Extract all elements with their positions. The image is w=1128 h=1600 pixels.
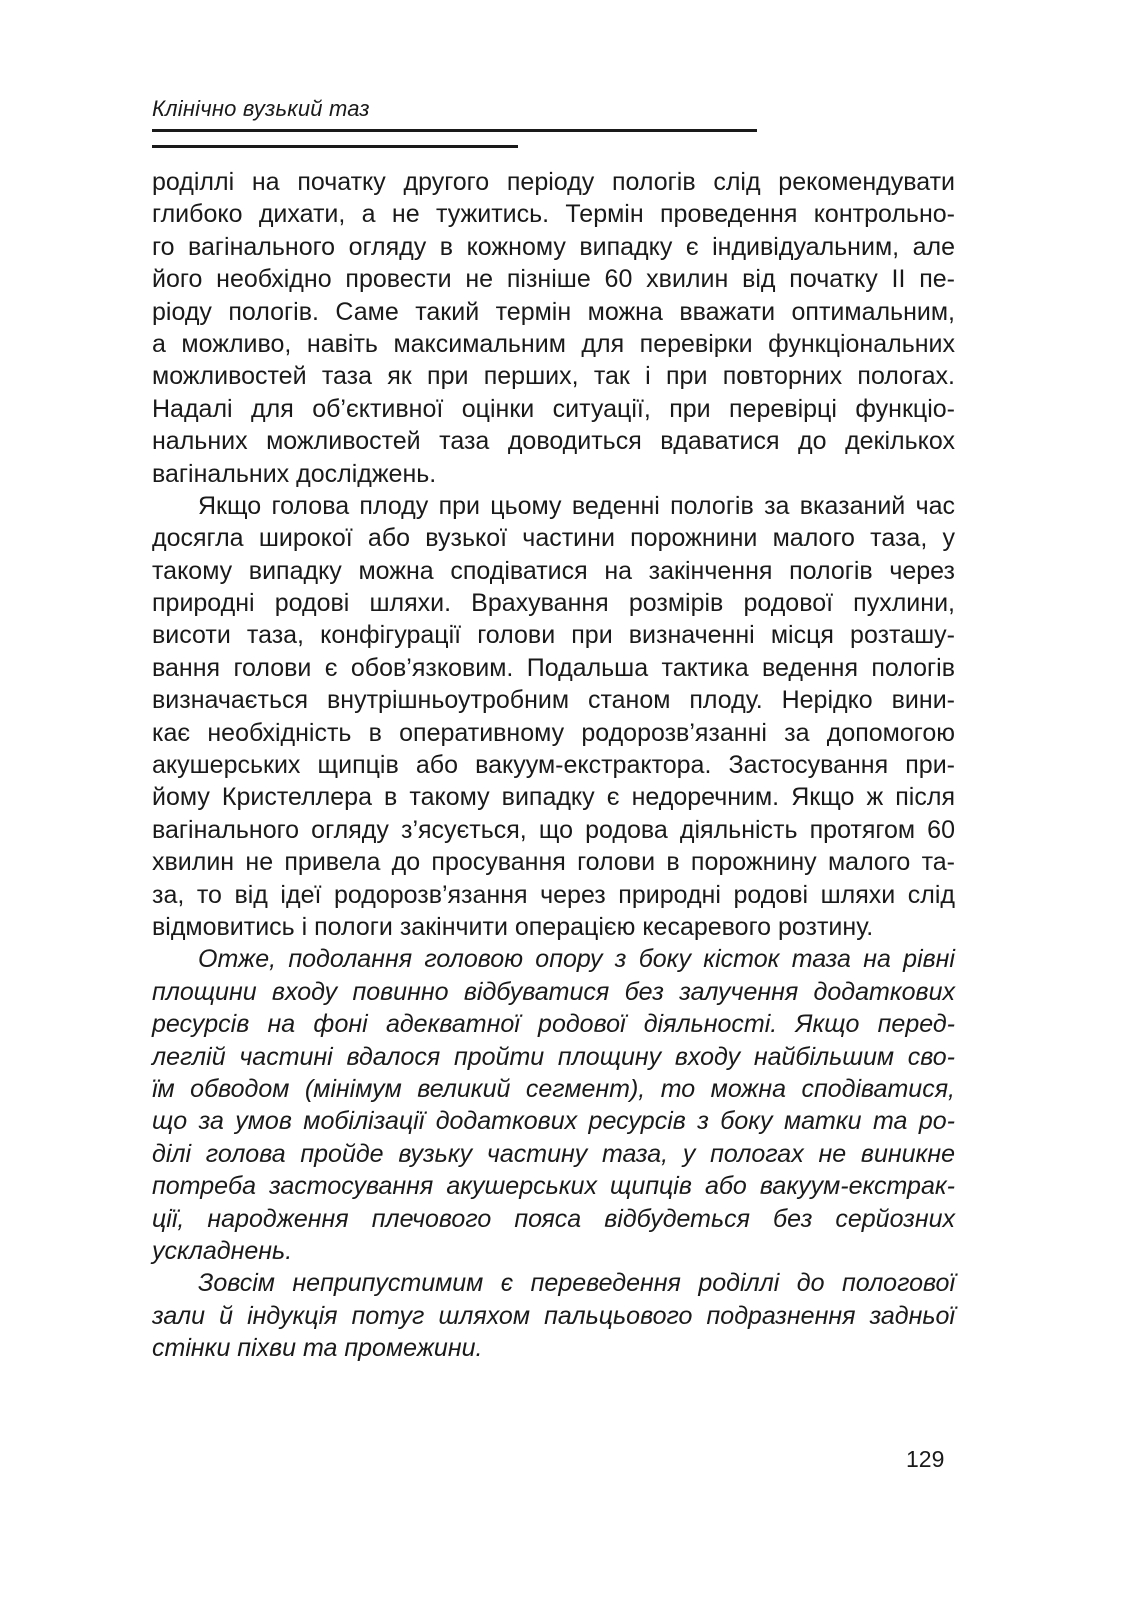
text-line: йому Кристеллера в такому випадку є недоречним. Якщо ж після: [152, 783, 955, 812]
header-rule-short: [152, 145, 518, 148]
body-text: [152, 166, 955, 1364]
text-line: вання голови є обов’язковим. Подальша тактика ведення пологів: [152, 653, 955, 682]
text-line: природні родові шляхи. Врахування розмірів родової пухлини,: [152, 589, 955, 618]
text-line: такому випадку можна сподіватися на закінчення пологів через: [152, 556, 955, 585]
text-line: ції, народження плечового пояса відбудеться без серйозних: [152, 1204, 955, 1233]
running-header-title: Клінічно вузький таз: [152, 96, 370, 121]
text-line: акушерських щипців або вакуум-екстрактора. Застосування при-: [152, 751, 955, 780]
paragraph: [152, 943, 955, 1267]
text-line: потреба застосування акушерських щипців або вакуум-екстрак-: [152, 1172, 955, 1201]
text-line: го вагінального огляду в кожному випадку є індивідуальним, але: [152, 232, 955, 261]
text-line: їм обводом (мінімум великий сегмент), то можна сподіватися,: [152, 1074, 955, 1103]
text-line: за, то від ідеї родорозв’язання через природні родові шляхи слід: [152, 880, 955, 909]
paragraph: [152, 166, 955, 490]
text-line: леглій частині вдалося пройти площину входу найбільшим сво-: [152, 1042, 955, 1071]
text-line: стінки піхви та промежини.: [152, 1334, 483, 1363]
text-line: ускладнень.: [152, 1236, 293, 1265]
text-line: Зовсім неприпустимим є переведення роділлі до пологової: [198, 1269, 955, 1298]
text-line: відмовитись і пологи закінчити операцією кесаревого розтину.: [152, 912, 874, 941]
text-line: зали й індукція потуг шляхом пальцьового подразнення задньої: [152, 1301, 955, 1330]
text-line: ділі голова пройде вузьку частину таза, у пологах не виникне: [152, 1139, 955, 1168]
text-line: можливостей таза як при перших, так і при повторних пологах.: [152, 362, 955, 391]
text-line: нальних можливостей таза доводиться вдаватися до декількох: [152, 427, 955, 456]
text-line: Якщо голова плоду при цьому веденні пологів за вказаний час: [198, 491, 955, 520]
text-line: ріоду пологів. Саме такий термін можна вважати оптимальним,: [152, 297, 955, 326]
paragraph: [152, 1267, 955, 1364]
paragraph: [152, 490, 955, 943]
text-line: кає необхідність в оперативному родорозв’язанні за допомогою: [152, 718, 955, 747]
text-line: визначається внутрішньоутробним станом плоду. Нерідко вини-: [152, 686, 955, 715]
text-line: досягла широкої або вузької частини порожнини малого таза, у: [152, 524, 955, 553]
text-line: Надалі для об’єктивної оцінки ситуації, при перевірці функціо-: [152, 394, 955, 423]
header-rule-long: [152, 129, 757, 132]
text-line: хвилин не привела до просування голови в порожнину малого та-: [152, 848, 955, 877]
text-line: глибоко дихати, а не тужитись. Термін проведення контрольно-: [152, 200, 955, 229]
text-line: а можливо, навіть максимальним для перевірки функціональних: [152, 329, 955, 358]
text-line: висоти таза, конфігурації голови при визначенні місця розташу-: [152, 621, 955, 650]
page-number: 129: [906, 1446, 945, 1472]
text-line: вагінальних досліджень.: [152, 459, 437, 488]
text-line: роділлі на початку другого періоду пологів слід рекомендувати: [152, 168, 955, 196]
text-line: вагінального огляду з’ясується, що родова діяльність протягом 60: [152, 815, 955, 844]
text-line: ресурсів на фоні адекватної родової діяльності. Якщо перед-: [152, 1010, 955, 1039]
text-line: площини входу повинно відбуватися без залучення додаткових: [152, 977, 955, 1006]
text-line: що за умов мобілізації додаткових ресурсів з боку матки та ро-: [152, 1107, 955, 1136]
text-line: Отже, подолання головою опору з боку кісток таза на рівні: [198, 945, 955, 974]
text-line: його необхідно провести не пізніше 60 хвилин від початку II пе-: [152, 265, 955, 294]
